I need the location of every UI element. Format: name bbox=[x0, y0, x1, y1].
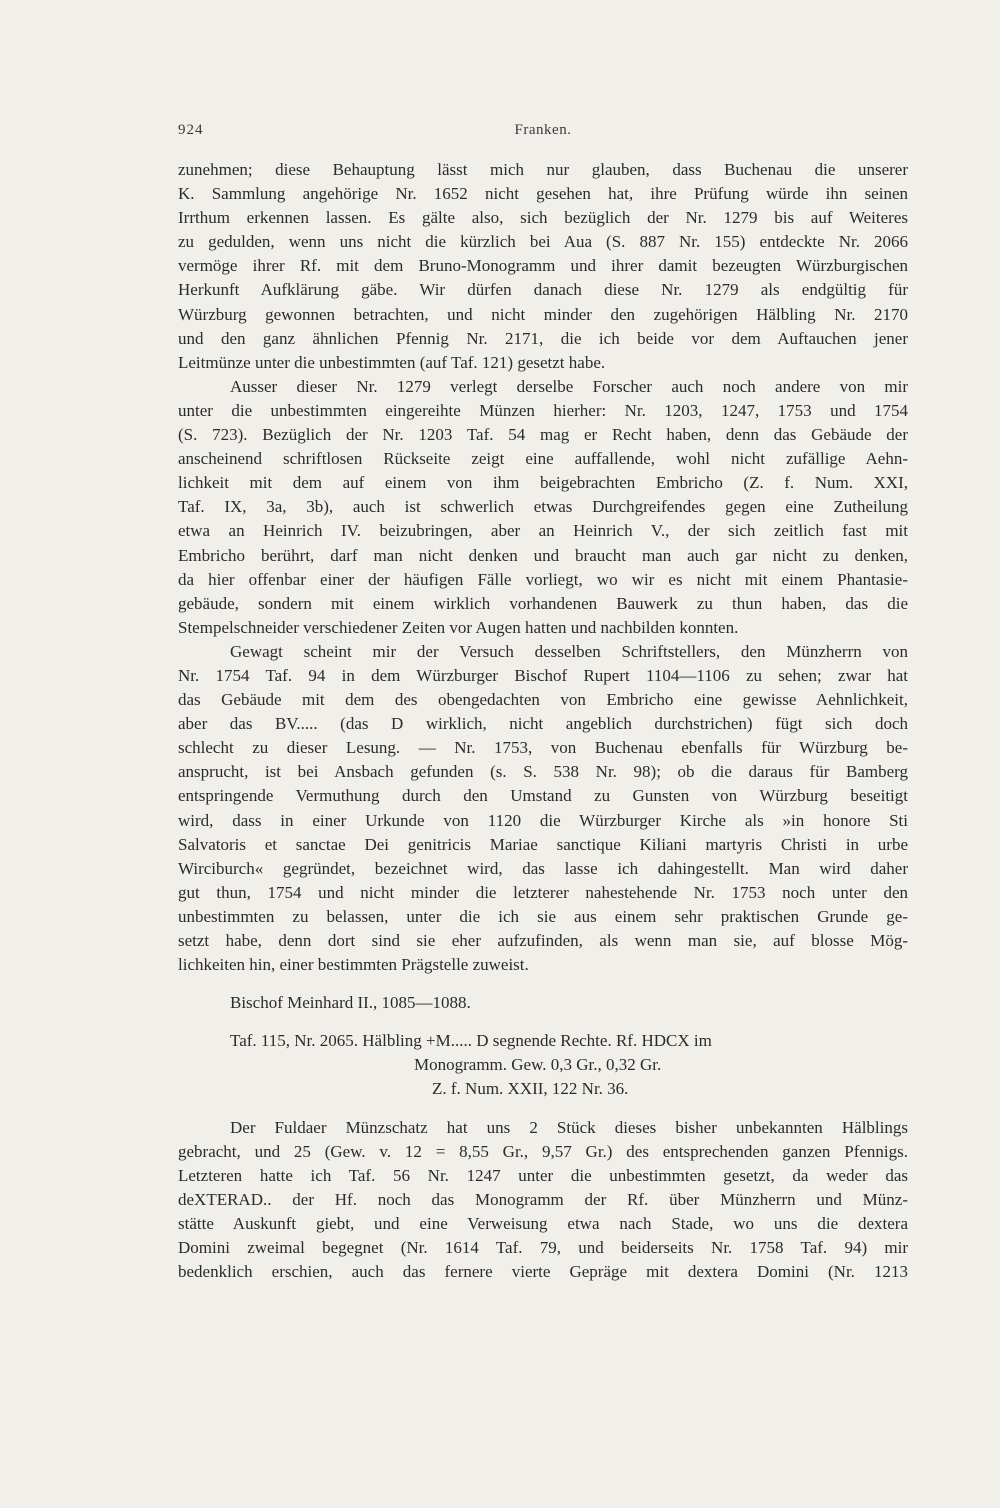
text-line: schlecht zu dieser Lesung. — Nr. 1753, von Buchenau ebenfalls für Würzburg be- bbox=[178, 738, 908, 758]
entry-line: Z. f. Num. XXII, 122 Nr. 36. bbox=[432, 1079, 629, 1099]
text-line: K. Sammlung angehörige Nr. 1652 nicht gesehen hat, ihre Prüfung würde ihn seinen bbox=[178, 184, 908, 204]
text-line: anscheinend schriftlosen Rückseite zeigt eine auffallende, wohl nicht zufällige Aehn- bbox=[178, 449, 908, 469]
text-line: da hier offenbar einer der häufigen Fälle vorliegt, wo wir es nicht mit einem Phantasie- bbox=[178, 569, 908, 589]
text-line: Stempelschneider verschiedener Zeiten vor Augen hatten und nachbilden konnten. bbox=[178, 617, 739, 637]
text-line: unbestimmten zu belassen, unter die ich sie aus einem sehr praktischen Grunde ge- bbox=[178, 906, 908, 926]
text-line: Domini zweimal begegnet (Nr. 1614 Taf. 79, und beiderseits Nr. 1758 Taf. 94) mir bbox=[178, 1238, 908, 1258]
section-heading: Bischof Meinhard II., 1085—1088. bbox=[230, 993, 471, 1013]
text-line: lichkeiten hin, einer bestimmten Prägstelle zuweist. bbox=[178, 955, 529, 975]
page-header bbox=[178, 122, 908, 142]
spacer bbox=[178, 1102, 908, 1116]
running-title: Franken. bbox=[514, 122, 572, 138]
text-line: Herkunft Aufklärung gäbe. Wir dürfen danach diese Nr. 1279 als endgültig für bbox=[178, 280, 908, 300]
paragraph bbox=[178, 375, 908, 640]
text-line: lichkeit mit dem auf einem von ihm beigebrachten Embricho (Z. f. Num. XXI, bbox=[178, 473, 908, 493]
text-line: Wirciburch« gegründet, bezeichnet wird, das lasse ich dahingestellt. Man wird daher bbox=[178, 858, 908, 878]
text-line: zu gedulden, wenn uns nicht die kürzlich bei Aua (S. 887 Nr. 155) entdeckte Nr. 2066 bbox=[178, 232, 908, 252]
text-line: wird, dass in einer Urkunde von 1120 die Würzburger Kirche als »in honore Sti bbox=[178, 810, 908, 830]
text-line: ansprucht, ist bei Ansbach gefunden (s. S. 538 Nr. 98); ob die daraus für Bamberg bbox=[178, 762, 908, 782]
paragraph bbox=[178, 1116, 908, 1285]
text-line: Embricho berührt, darf man nicht denken und braucht man auch gar nicht zu denken, bbox=[178, 545, 908, 565]
paragraph bbox=[178, 158, 908, 375]
text-line: unter die unbestimmten eingereihte Münzen hierher: Nr. 1203, 1247, 1753 und 1754 bbox=[178, 400, 908, 420]
text-line: gut thun, 1754 und nicht minder die letzterer nahestehende Nr. 1753 noch unter den bbox=[178, 882, 908, 902]
text-line: und den ganz ähnlichen Pfennig Nr. 2171, die ich beide vor dem Auftauchen jener bbox=[178, 328, 908, 348]
text-line: Nr. 1754 Taf. 94 in dem Würzburger Bischof Rupert 1104—1106 zu sehen; zwar hat bbox=[178, 665, 908, 685]
text-line: Taf. IX, 3a, 3b), auch ist schwerlich etwas Durchgreifendes gegen eine Zutheilung bbox=[178, 497, 908, 517]
body-text bbox=[178, 158, 908, 1284]
spacer bbox=[178, 977, 908, 991]
text-line: Irrthum erkennen lassen. Es gälte also, sich bezüglich der Nr. 1279 bis auf Weiteres bbox=[178, 208, 908, 228]
catalog-entry bbox=[178, 1029, 908, 1101]
text-line: aber das BV..... (das D wirklich, nicht angeblich durchstrichen) fügt sich doch bbox=[178, 714, 908, 734]
text-line: gebäude, sondern mit einem wirklich vorhandenen Bauwerk zu thun haben, das die bbox=[178, 593, 908, 613]
entry-line: Monogramm. Gew. 0,3 Gr., 0,32 Gr. bbox=[414, 1055, 662, 1075]
text-line: etwa an Heinrich IV. beizubringen, aber an Heinrich V., der sich zeitlich fast mit bbox=[178, 521, 908, 541]
text-line: zunehmen; diese Behauptung lässt mich nur glauben, dass Buchenau die unserer bbox=[178, 160, 908, 179]
text-line: das Gebäude mit dem des obengedachten von Embricho eine gewisse Aehnlichkeit, bbox=[178, 690, 908, 710]
text-line: Leitmünze unter die unbestimmten (auf Taf. 121) gesetzt habe. bbox=[178, 352, 606, 372]
text-line: Der Fuldaer Münzschatz hat uns 2 Stück dieses bisher unbekannten Hälblings bbox=[230, 1117, 908, 1137]
text-line: (S. 723). Bezüglich der Nr. 1203 Taf. 54 mag er Recht haben, denn das Gebäude der bbox=[178, 425, 908, 445]
spacer bbox=[178, 1015, 908, 1029]
text-line: bedenklich erschien, auch das fernere vierte Gepräge mit dextera Domini (Nr. 1213 bbox=[178, 1262, 908, 1282]
text-line: vermöge ihrer Rf. mit dem Bruno-Monogramm und ihrer damit bezeugten Würzburgischen bbox=[178, 256, 908, 276]
paragraph bbox=[178, 640, 908, 977]
page-number: 924 bbox=[178, 122, 204, 138]
entry-line: Taf. 115, Nr. 2065. Hälbling +M..... D segnende Rechte. Rf. HDCX im bbox=[230, 1031, 712, 1051]
text-line: Gewagt scheint mir der Versuch desselben Schriftstellers, den Münzherrn von bbox=[230, 641, 908, 661]
text-line: Ausser dieser Nr. 1279 verlegt derselbe Forscher auch noch andere von mir bbox=[230, 376, 908, 396]
text-line: gebracht, und 25 (Gew. v. 12 = 8,55 Gr., 9,57 Gr.) des entsprechenden ganzen Pfennigs. bbox=[178, 1141, 908, 1161]
text-line: deXTERAD.. der Hf. noch das Monogramm der Rf. über Münzherrn und Münz- bbox=[178, 1189, 908, 1209]
text-line: stätte Auskunft giebt, und eine Verweisung etwa nach Stade, wo uns die dextera bbox=[178, 1213, 908, 1233]
text-line: Letzteren hatte ich Taf. 56 Nr. 1247 unter die unbestimmten gesetzt, da weder das bbox=[178, 1165, 908, 1185]
text-line: setzt habe, denn dort sind sie eher aufzufinden, als wenn man sie, auf blosse Mög- bbox=[178, 931, 908, 950]
text-line: Würzburg gewonnen betrachten, und nicht minder den zugehörigen Hälbling Nr. 2170 bbox=[178, 304, 908, 324]
text-line: Salvatoris et sanctae Dei genitricis Mariae sanctique Kiliani martyris Christi in urbe bbox=[178, 834, 908, 854]
text-line: entspringende Vermuthung durch den Umstand zu Gunsten von Würzburg beseitigt bbox=[178, 786, 908, 806]
